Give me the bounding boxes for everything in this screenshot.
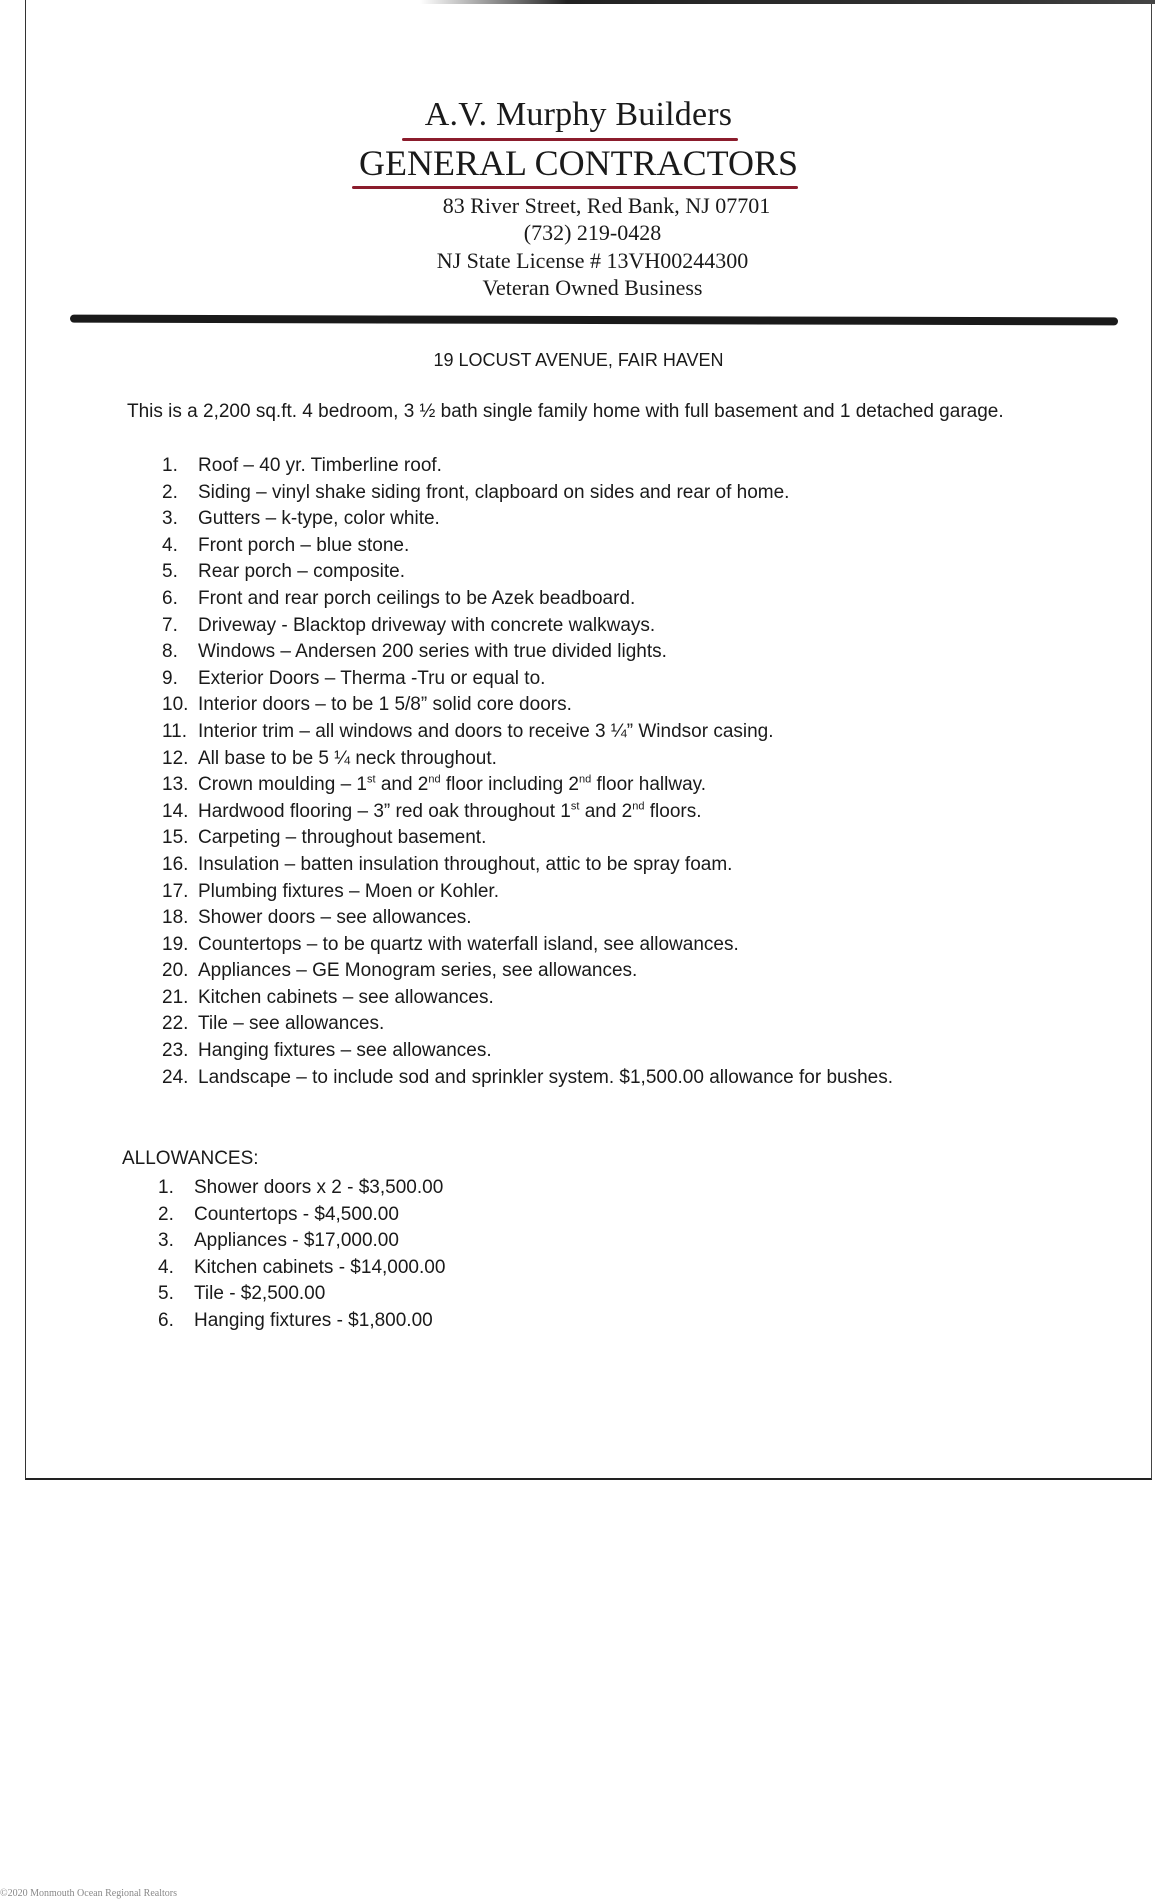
specification-item [162,480,893,507]
specification-item [162,746,893,773]
allowance-item [158,1175,445,1202]
allowance-item [158,1281,445,1308]
allowances-heading: ALLOWANCES: [122,1148,259,1169]
specification-item [162,692,893,719]
ordinal-suffix: nd [579,773,592,786]
specification-item-number: 1. [162,455,178,476]
specification-item [162,958,893,985]
specification-item [162,772,893,799]
property-heading: 19 LOCUST AVENUE, FAIR HAVEN [433,350,724,370]
specification-item [162,985,893,1012]
specification-item-number: 10. [162,694,189,716]
specification-item-text: Tile – see allowances. [198,1013,385,1035]
specification-item [162,879,893,906]
specification-item-number: 23. [162,1040,189,1062]
allowance-item [158,1308,445,1335]
specifications-list [162,453,893,1091]
specification-item-number: 19. [162,933,189,955]
specification-item-text: Roof – 40 yr. Timberline roof. [198,455,442,476]
specification-item [162,506,893,533]
specification-item-text: Driveway - Blacktop driveway with concrete walkways. [198,614,656,636]
company-address: 83 River Street, Red Bank, NJ 07701 [442,193,771,218]
specification-item-number: 11. [162,720,188,742]
specification-item [162,666,893,693]
company-license: NJ State License # 13VH00244300 [436,248,749,273]
specification-item-text: Hanging fixtures – see allowances. [198,1040,492,1062]
allowance-item-number: 4. [158,1256,174,1278]
allowances-list [158,1175,445,1334]
specification-item-text: Insulation – batten insulation throughout, attic to be spray foam. [198,853,733,875]
specification-item-text: Kitchen cabinets – see allowances. [198,986,494,1008]
copyright-watermark: ©2020 Monmouth Ocean Regional Realtors [0,1888,178,1899]
specification-item-number: 16. [162,853,189,875]
specification-item-text: Shower doors – see allowances. [198,907,472,929]
specification-item-number: 17. [162,880,189,902]
allowance-item-number: 5. [158,1283,174,1304]
allowance-item-number: 3. [158,1230,174,1251]
allowance-item [158,1202,445,1229]
specification-item-text: Appliances – GE Monogram series, see allowances. [198,960,638,982]
specification-item-number: 2. [162,481,178,503]
specification-item-text: Plumbing fixtures – Moen or Kohler. [198,880,499,902]
specification-item [162,533,893,560]
specification-item [162,825,893,852]
company-tagline: Veteran Owned Business [482,275,703,300]
company-trade-underline [352,186,798,189]
specification-item [162,719,893,746]
ordinal-suffix: nd [632,800,645,813]
specification-item-number: 9. [162,667,178,689]
specification-item [162,799,893,826]
specification-item [162,852,893,879]
allowance-item [158,1228,445,1255]
specification-item [162,586,893,613]
specification-item-text: All base to be 5 ¼ neck throughout. [198,747,497,769]
specification-item [162,1011,893,1038]
document-border-top [420,0,1155,4]
specification-item-text: Landscape – to include sod and sprinkler system. $1,500.00 allowance for bushes. [198,1066,893,1088]
specification-item-number: 5. [162,561,178,583]
specification-item-number: 13. [162,774,189,796]
specification-item [162,932,893,959]
allowance-item-text: Appliances - $17,000.00 [194,1230,399,1251]
ordinal-suffix: st [570,800,580,813]
specification-item-number: 14. [162,800,189,822]
allowance-item-number: 1. [158,1177,174,1198]
specification-item [162,1065,893,1092]
specification-item-number: 20. [162,960,189,982]
specification-item-number: 8. [162,641,178,663]
specification-item-number: 4. [162,534,178,556]
specification-item [162,453,893,480]
specification-item [162,1038,893,1065]
specification-item-text: Gutters – k-type, color white. [198,508,440,530]
allowance-item-number: 2. [158,1203,174,1225]
specification-item-number: 21. [162,986,189,1008]
specification-item-text: Countertops – to be quartz with waterfall island, see allowances. [198,933,739,955]
specification-item-text: Rear porch – composite. [198,561,405,583]
specification-item-text: Front and rear porch ceilings to be Azek beadboard. [198,587,636,609]
specification-item-number: 3. [162,508,178,530]
specification-item [162,639,893,666]
specification-item-number: 7. [162,614,178,636]
company-name: A.V. Murphy Builders [424,96,733,133]
specification-item-text: Interior trim – all windows and doors to receive 3 ¼” Windsor casing. [198,720,774,742]
allowance-item-text: Tile - $2,500.00 [194,1283,326,1304]
company-trade: GENERAL CONTRACTORS [358,143,799,183]
allowance-item-text: Countertops - $4,500.00 [194,1203,399,1225]
specification-item-text: Interior doors – to be 1 5/8” solid core doors. [198,694,572,716]
specification-item-text: Windows – Andersen 200 series with true divided lights. [198,641,667,663]
specification-item-text: Hardwood flooring – 3” red oak throughout 1st and 2nd floors. [198,800,702,822]
allowance-item-text: Kitchen cabinets - $14,000.00 [194,1256,446,1278]
allowance-item-text: Hanging fixtures - $1,800.00 [194,1309,433,1331]
allowance-item-text: Shower doors x 2 - $3,500.00 [194,1177,444,1198]
company-phone: (732) 219-0428 [523,220,662,245]
specification-item-number: 15. [162,827,189,849]
specification-item-text: Siding – vinyl shake siding front, clapboard on sides and rear of home. [198,481,790,503]
specification-item [162,613,893,640]
allowance-item-number: 6. [158,1309,174,1331]
company-name-underline [402,138,738,141]
specification-item-text: Exterior Doors – Therma -Tru or equal to. [198,667,546,689]
ordinal-suffix: nd [428,773,441,786]
specification-item-number: 24. [162,1066,189,1088]
specification-item-text: Front porch – blue stone. [198,534,410,556]
specification-item [162,559,893,586]
specification-item [162,905,893,932]
allowance-item [158,1255,445,1282]
specification-item-text: Crown moulding – 1st and 2nd floor including 2nd floor hallway. [198,773,707,796]
specification-item-number: 12. [162,747,189,769]
property-intro: This is a 2,200 sq.ft. 4 bedroom, 3 ½ bath single family home with full basement and 1 detached garage. [127,401,1004,422]
specification-item-text: Carpeting – throughout basement. [198,827,487,849]
specification-item-number: 6. [162,587,178,609]
ordinal-suffix: st [366,773,376,786]
specification-item-number: 18. [162,907,189,929]
specification-item-number: 22. [162,1013,189,1035]
